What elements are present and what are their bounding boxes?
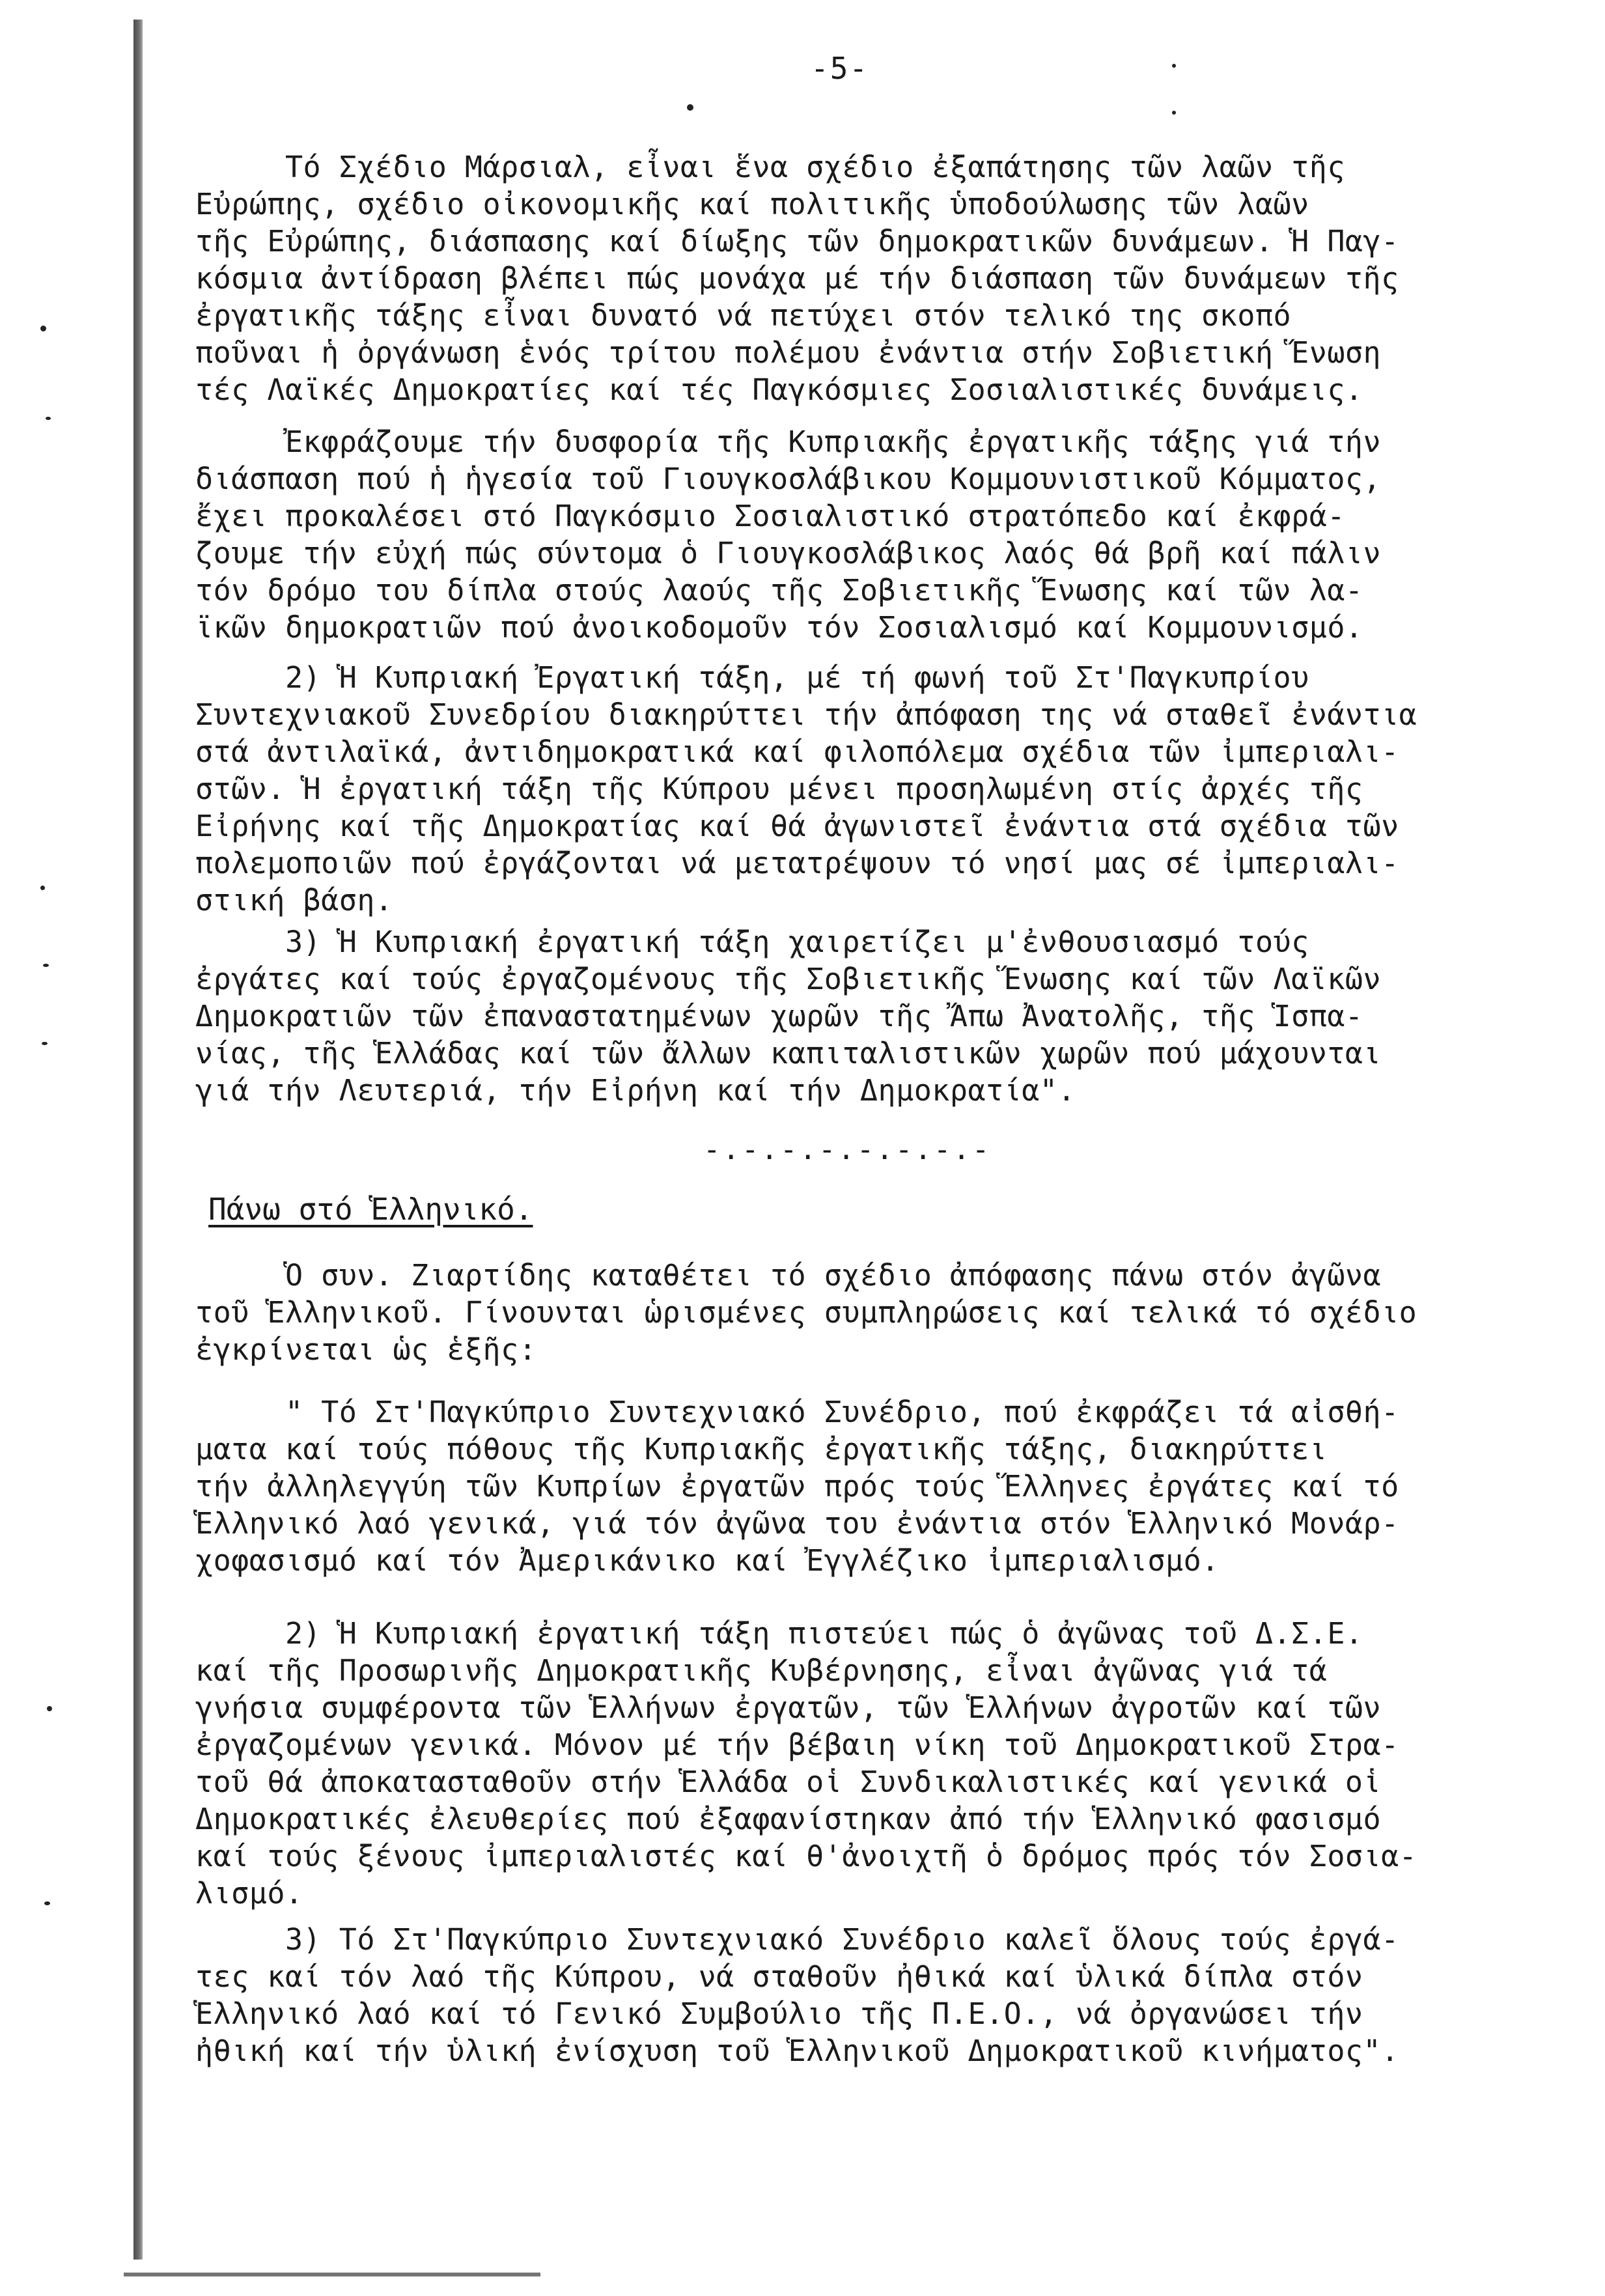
text-line: ἐργάτες καί τούς ἐργαζομένους τῆς Σοβιετικῆς Ἕνωσης καί τῶν Λαϊκῶν <box>195 962 1382 996</box>
text-line: Δημοκρατικές ἐλευθερίες πού ἐξαφανίστηκαν ἀπό τήν Ἑλληνικό φασισμό <box>195 1802 1382 1836</box>
text-line: 2) Ἡ Κυπριακή Ἐργατική τάξη, μέ τή φωνή τοῦ Στ'Παγκυπρίου <box>195 660 1309 695</box>
text-line: στῶν. Ἡ ἐργατική τάξη τῆς Κύπρου μένει προσηλωμένη στίς ἀρχές τῆς <box>195 772 1363 806</box>
text-line: " Τό Στ'Παγκύπριο Συντεχνιακό Συνέδριο, πού ἐκφράζει τά αἰσθή- <box>195 1395 1399 1429</box>
text-line: ἐγκρίνεται ὡς ἑξῆς: <box>195 1332 537 1367</box>
text-line: τοῦ Ἑλληνικοῦ. Γίνουνται ὡρισμένες συμπληρώσεις καί τελικά τό σχέδιο <box>195 1295 1417 1330</box>
text-line: ἐργατικῆς τάξης εἶναι δυνατό νά πετύχει στόν τελικό της σκοπό <box>195 298 1292 333</box>
paragraph-point-2 <box>195 659 1556 919</box>
text-line: 2) Ἡ Κυπριακή ἐργατική τάξη πιστεύει πώς ὁ ἀγῶνας τοῦ Δ.Σ.Ε. <box>195 1616 1363 1651</box>
text-line: 3) Τό Στ'Παγκύπριο Συντεχνιακό Συνέδριο καλεῖ ὅλους τούς ἐργά- <box>195 1922 1399 1957</box>
scan-speck <box>1172 64 1176 68</box>
text-line: στά ἀντιλαϊκά, ἀντιδημοκρατικά καί φιλοπόλεμα σχέδια τῶν ἰμπεριαλι- <box>195 735 1399 769</box>
page-number: -5- <box>811 51 869 86</box>
text-line: τές Λαϊκές Δημοκρατίες καί τές Παγκόσμιες Σοσιαλιστικές δυνάμεις. <box>195 372 1363 407</box>
section-heading: Πάνω στό Ἑλληνικό. <box>208 1192 533 1227</box>
scan-speck <box>687 104 693 111</box>
text-line: τόν δρόμο του δίπλα στούς λαούς τῆς Σοβιετικῆς Ἕνωσης καί τῶν λα- <box>195 573 1363 608</box>
scan-speck <box>42 1042 48 1045</box>
text-line: ϊκῶν δημοκρατιῶν πού ἀνοικοδομοῦν τόν Σοσιαλισμό καί Κομμουνισμό. <box>195 610 1363 645</box>
text-line: κόσμια ἀντίδραση βλέπει πώς μονάχα μέ τήν διάσπαση τῶν δυνάμεων τῆς <box>195 261 1399 296</box>
scan-speck <box>43 964 49 967</box>
text-line: γνήσια συμφέροντα τῶν Ἑλλήνων ἐργατῶν, τῶν Ἑλλήνων ἀγροτῶν καί τῶν <box>195 1690 1382 1725</box>
binding-edge-bottom <box>124 2273 540 2276</box>
text-line: Ὁ συν. Ζιαρτίδης καταθέτει τό σχέδιο ἀπόφασης πάνω στόν ἀγῶνα <box>195 1258 1382 1293</box>
text-line: χοφασισμό καί τόν Ἀμερικάνικο καί Ἐγγλέζικο ἰμπεριαλισμό. <box>195 1543 1220 1578</box>
text-line: ἠθική καί τήν ὑλική ἐνίσχυση τοῦ Ἑλληνικοῦ Δημοκρατικοῦ κινήματος". <box>195 2034 1399 2068</box>
scan-speck <box>44 1901 50 1905</box>
text-line: τοῦ θά ἀποκατασταθοῦν στήν Ἑλλάδα οἱ Συνδικαλιστικές καί γενικά οἱ <box>195 1765 1382 1799</box>
paragraph-ziartides <box>195 1257 1556 1368</box>
text-line: Ἑλληνικό λαό γενικά, γιά τόν ἀγῶνα του ἐνάντια στόν Ἑλληνικό Μονάρ- <box>195 1506 1399 1541</box>
text-line: νίας, τῆς Ἑλλάδας καί τῶν ἄλλων καπιταλιστικῶν χωρῶν πού μάχουνται <box>195 1036 1382 1071</box>
text-line: Ἐκφράζουμε τήν δυσφορία τῆς Κυπριακῆς ἐργατικῆς τάξης γιά τήν <box>195 425 1382 459</box>
text-line: Τό Σχέδιο Μάρσιαλ, εἶναι ἕνα σχέδιο ἐξαπάτησης τῶν λαῶν τῆς <box>195 150 1345 184</box>
section-separator: -.-.-.-.-.-.-.- <box>703 1133 992 1166</box>
scan-speck <box>47 1706 52 1711</box>
paragraph-resolution-3 <box>195 1921 1556 2069</box>
text-line: Ἑλληνικό λαό καί τό Γενικό Συμβούλιο τῆς Π.Ε.Ο., νά ὀργανώσει τήν <box>195 1996 1363 2031</box>
text-line: γιά τήν Λευτεριά, τήν Εἰρήνη καί τήν Δημοκρατία". <box>195 1073 1076 1108</box>
text-line: Εὐρώπης, σχέδιο οἰκονομικῆς καί πολιτικῆς ὑποδούλωσης τῶν λαῶν <box>195 187 1309 221</box>
scan-speck <box>40 886 45 890</box>
text-line: στική βάση. <box>195 883 393 917</box>
text-line: καί τῆς Προσωρινῆς Δημοκρατικῆς Κυβέρνησης, εἶναι ἀγῶνας γιά τά <box>195 1653 1328 1688</box>
text-line: Συντεχνιακοῦ Συνεδρίου διακηρύττει τήν ἀπόφαση της νά σταθεῖ ἐνάντια <box>195 697 1417 732</box>
text-line: Δημοκρατιῶν τῶν ἐπαναστατημένων χωρῶν τῆς Ἄπω Ἀνατολῆς, τῆς Ἱσπα- <box>195 999 1363 1033</box>
text-line: ζουμε τήν εὐχή πώς σύντομα ὁ Γιουγκοσλάβικος λαός θά βρῆ καί πάλιν <box>195 536 1382 570</box>
text-line: λισμό. <box>195 1876 303 1911</box>
binding-edge <box>133 20 143 2260</box>
text-line: ἔχει προκαλέσει στό Παγκόσμιο Σοσιαλιστικό στρατόπεδο καί ἐκφρά- <box>195 499 1345 533</box>
scan-speck <box>46 417 51 420</box>
paragraph-resolution-1 <box>195 1393 1556 1579</box>
scan-speck <box>1172 111 1176 115</box>
text-line: Εἰρήνης καί τῆς Δημοκρατίας καί θά ἀγωνιστεῖ ἐνάντια στά σχέδια τῶν <box>195 809 1399 843</box>
text-line: τῆς Εὐρώπης, διάσπασης καί δίωξης τῶν δημοκρατικῶν δυνάμεων. Ἡ Παγ- <box>195 224 1399 259</box>
text-line: διάσπαση πού ἡ ἡγεσία τοῦ Γιουγκοσλάβικου Κομμουνιστικοῦ Κόμματος, <box>195 462 1382 496</box>
text-line: πολεμοποιῶν πού ἐργάζονται νά μετατρέψουν τό νησί μας σέ ἰμπεριαλι- <box>195 846 1399 880</box>
text-line: ματα καί τούς πόθους τῆς Κυπριακῆς ἐργατικῆς τάξης, διακηρύττει <box>195 1432 1328 1466</box>
text-line: καί τούς ξένους ἰμπεριαλιστές καί θ'ἀνοιχτῆ ὁ δρόμος πρός τόν Σοσια- <box>195 1839 1417 1873</box>
text-line: τήν ἀλληλεγγύη τῶν Κυπρίων ἐργατῶν πρός τούς Ἕλληνες ἐργάτες καί τό <box>195 1469 1399 1504</box>
scan-speck <box>40 326 46 331</box>
paragraph-yugoslav-split <box>195 423 1556 646</box>
text-line: ἐργαζομένων γενικά. Μόνον μέ τήν βέβαιη νίκη τοῦ Δημοκρατικοῦ Στρα- <box>195 1728 1399 1762</box>
text-line: τες καί τόν λαό τῆς Κύπρου, νά σταθοῦν ἠθικά καί ὑλικά δίπλα στόν <box>195 1959 1363 1994</box>
paragraph-marshall-plan <box>195 148 1556 408</box>
paragraph-resolution-2 <box>195 1615 1556 1912</box>
text-line: 3) Ἡ Κυπριακή ἐργατική τάξη χαιρετίζει μ'ἐνθουσιασμό τούς <box>195 925 1309 959</box>
text-line: ποῦναι ἡ ὀργάνωση ἑνός τρίτου πολέμου ἐνάντια στήν Σοβιετική Ἕνωση <box>195 335 1382 370</box>
paragraph-point-3 <box>195 923 1556 1109</box>
